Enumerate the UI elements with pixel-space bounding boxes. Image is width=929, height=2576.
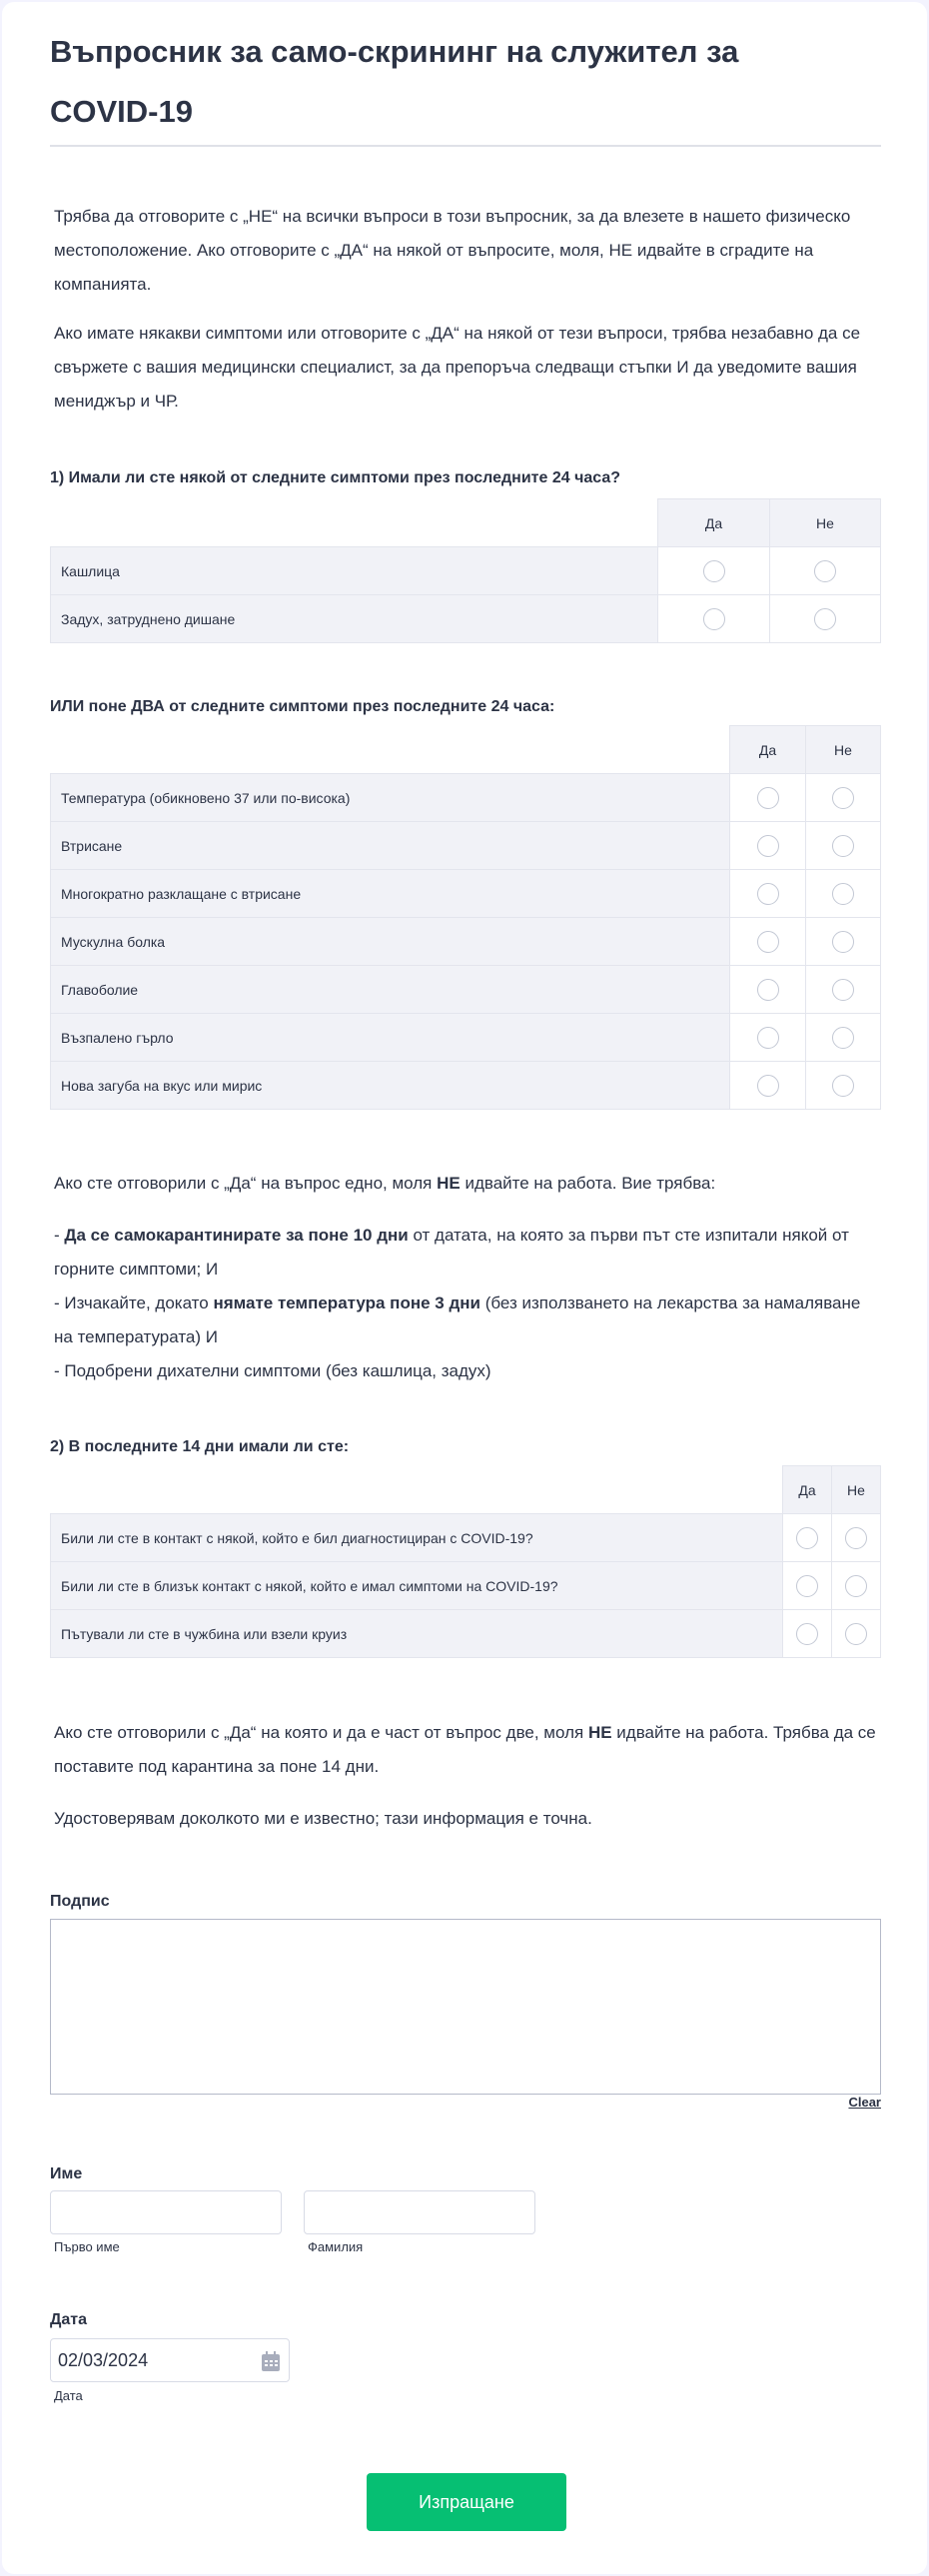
question-2-matrix (50, 1465, 881, 1658)
instructions-text-part: Ако сте отговорили с „Да“ на въпрос едно, моля (54, 1174, 438, 1193)
row-label: Мускулна болка (51, 918, 730, 966)
radio-yes[interactable] (757, 979, 779, 1001)
row-label: Втрисане (51, 822, 730, 870)
radio-no[interactable] (832, 931, 854, 953)
bullet-text: (без използването на лекарства за намаляване на температурата) И (54, 1293, 861, 1346)
row-label: Температура (обикновено 37 или по-висока) (51, 774, 730, 822)
matrix-corner (51, 1466, 783, 1514)
table-row (51, 822, 881, 870)
question-1b-label: ИЛИ поне ДВА от следните симптоми през последните 24 часа: (50, 698, 555, 715)
question-1-matrix (50, 498, 881, 643)
radio-yes[interactable] (796, 1623, 818, 1645)
page-title: Въпросник за само-скрининг на служител за COVID-19 (50, 34, 739, 129)
instructions-text-part: идвайте на работа. Вие трябва: (460, 1174, 716, 1193)
radio-yes[interactable] (757, 835, 779, 857)
date-label: Дата (50, 2311, 88, 2328)
table-row (51, 966, 881, 1014)
clear-signature-link[interactable]: Clear (848, 2095, 881, 2110)
row-label: Главоболие (51, 966, 730, 1014)
form-card (2, 2, 927, 2574)
column-no: Не (806, 726, 881, 774)
matrix-corner (51, 726, 730, 774)
radio-no[interactable] (814, 608, 836, 630)
table-row (51, 870, 881, 918)
bullet-text: от датата, на която за първи път сте изпитали някой от горните симптоми; И (54, 1226, 849, 1279)
radio-no[interactable] (832, 883, 854, 905)
certification-text: Удостоверявам доколкото ми е известно; тази информация е точна. (54, 1809, 592, 1828)
first-name-input[interactable] (50, 2190, 282, 2234)
table-row (51, 547, 881, 595)
intro-paragraph-2: Ако имате някакви симптоми или отговорите с „ДА“ на някой от тези въпроси, трябва незабавно да се свържете с вашия медицински специалист, за да препоръча следващи стъпки И да уведомите вашия мениджър и ЧР. (54, 324, 861, 411)
radio-no[interactable] (832, 835, 854, 857)
row-label: Кашлица (51, 547, 658, 595)
signature-pad[interactable] (50, 1919, 881, 2095)
row-label: Многократно разклащане с втрисане (51, 870, 730, 918)
intro-paragraph-1: Трябва да отговорите с „НЕ“ на всички въпроси в този въпросник, за да влезете в нашето физическо местоположение. Ако отговорите с „ДА“ на някой от въпросите, моля, НЕ идвайте в сградите на компанията. (54, 207, 851, 294)
column-yes: Да (658, 499, 770, 547)
bullet-emphasis: нямате температура поне 3 дни (213, 1293, 480, 1312)
radio-no[interactable] (814, 560, 836, 582)
row-label: Били ли сте в контакт с някой, който е бил диагностициран с COVID-19? (51, 1514, 783, 1562)
radio-yes[interactable] (703, 560, 725, 582)
date-value: 02/03/2024 (58, 2350, 149, 2370)
question-1-label: 1) Имали ли сте някой от следните симптоми през последните 24 часа? (50, 469, 621, 486)
radio-yes[interactable] (796, 1575, 818, 1597)
matrix-corner (51, 499, 658, 547)
question-1b-matrix (50, 725, 881, 1110)
radio-yes[interactable] (703, 608, 725, 630)
radio-yes[interactable] (757, 931, 779, 953)
table-row (51, 1514, 881, 1562)
table-row (51, 1610, 881, 1658)
column-no: Не (832, 1466, 881, 1514)
radio-no[interactable] (845, 1575, 867, 1597)
row-label: Задух, затруднено дишане (51, 595, 658, 643)
title-divider (50, 145, 881, 147)
table-row (51, 1014, 881, 1062)
radio-yes[interactable] (757, 1075, 779, 1097)
column-yes: Да (730, 726, 806, 774)
date-input[interactable] (50, 2338, 290, 2382)
signature-label: Подпис (50, 1893, 110, 1910)
radio-no[interactable] (845, 1527, 867, 1549)
radio-no[interactable] (832, 1075, 854, 1097)
name-label: Име (50, 2165, 83, 2182)
radio-yes[interactable] (796, 1527, 818, 1549)
table-row (51, 1062, 881, 1110)
radio-yes[interactable] (757, 787, 779, 809)
table-row (51, 595, 881, 643)
bullet-text: - Подобрени дихателни симптоми (без кашлица, задух) (54, 1361, 491, 1380)
bullet-emphasis: Да се самокарантинирате за поне 10 дни (64, 1226, 409, 1245)
closing-text-part: идвайте на работа. Трябва да се поставите под карантина за поне 14 дни. (54, 1723, 876, 1776)
row-label: Пътували ли сте в чужбина или взели круиз (51, 1610, 783, 1658)
last-name-sublabel: Фамилия (308, 2239, 364, 2254)
row-label: Били ли сте в близък контакт с някой, който е имал симптоми на COVID-19? (51, 1562, 783, 1610)
calendar-icon[interactable] (261, 2350, 281, 2372)
bullet-dash: - (54, 1226, 65, 1245)
radio-no[interactable] (832, 1027, 854, 1049)
radio-no[interactable] (832, 787, 854, 809)
table-row (51, 918, 881, 966)
date-sublabel: Дата (54, 2388, 83, 2403)
table-row (51, 774, 881, 822)
table-row (51, 1562, 881, 1610)
first-name-sublabel: Първо име (54, 2239, 120, 2254)
closing-text-part: Ако сте отговорили с „Да“ на която и да е част от въпрос две, моля (54, 1723, 588, 1742)
bullet-text: - Изчакайте, докато (54, 1293, 214, 1312)
question-2-label: 2) В последните 14 дни имали ли сте: (50, 1438, 350, 1455)
radio-yes[interactable] (757, 1027, 779, 1049)
radio-no[interactable] (845, 1623, 867, 1645)
submit-button[interactable]: Изпращане (367, 2473, 566, 2531)
row-label: Нова загуба на вкус или мирис (51, 1062, 730, 1110)
last-name-input[interactable] (304, 2190, 535, 2234)
closing-text (54, 1716, 883, 1836)
column-no: Не (770, 499, 881, 547)
row-label: Възпалено гърло (51, 1014, 730, 1062)
column-yes: Да (783, 1466, 832, 1514)
radio-no[interactable] (832, 979, 854, 1001)
radio-yes[interactable] (757, 883, 779, 905)
instructions-emphasis: НЕ (437, 1174, 461, 1193)
instructions-text (54, 1167, 883, 1388)
closing-emphasis: НЕ (587, 1723, 612, 1742)
